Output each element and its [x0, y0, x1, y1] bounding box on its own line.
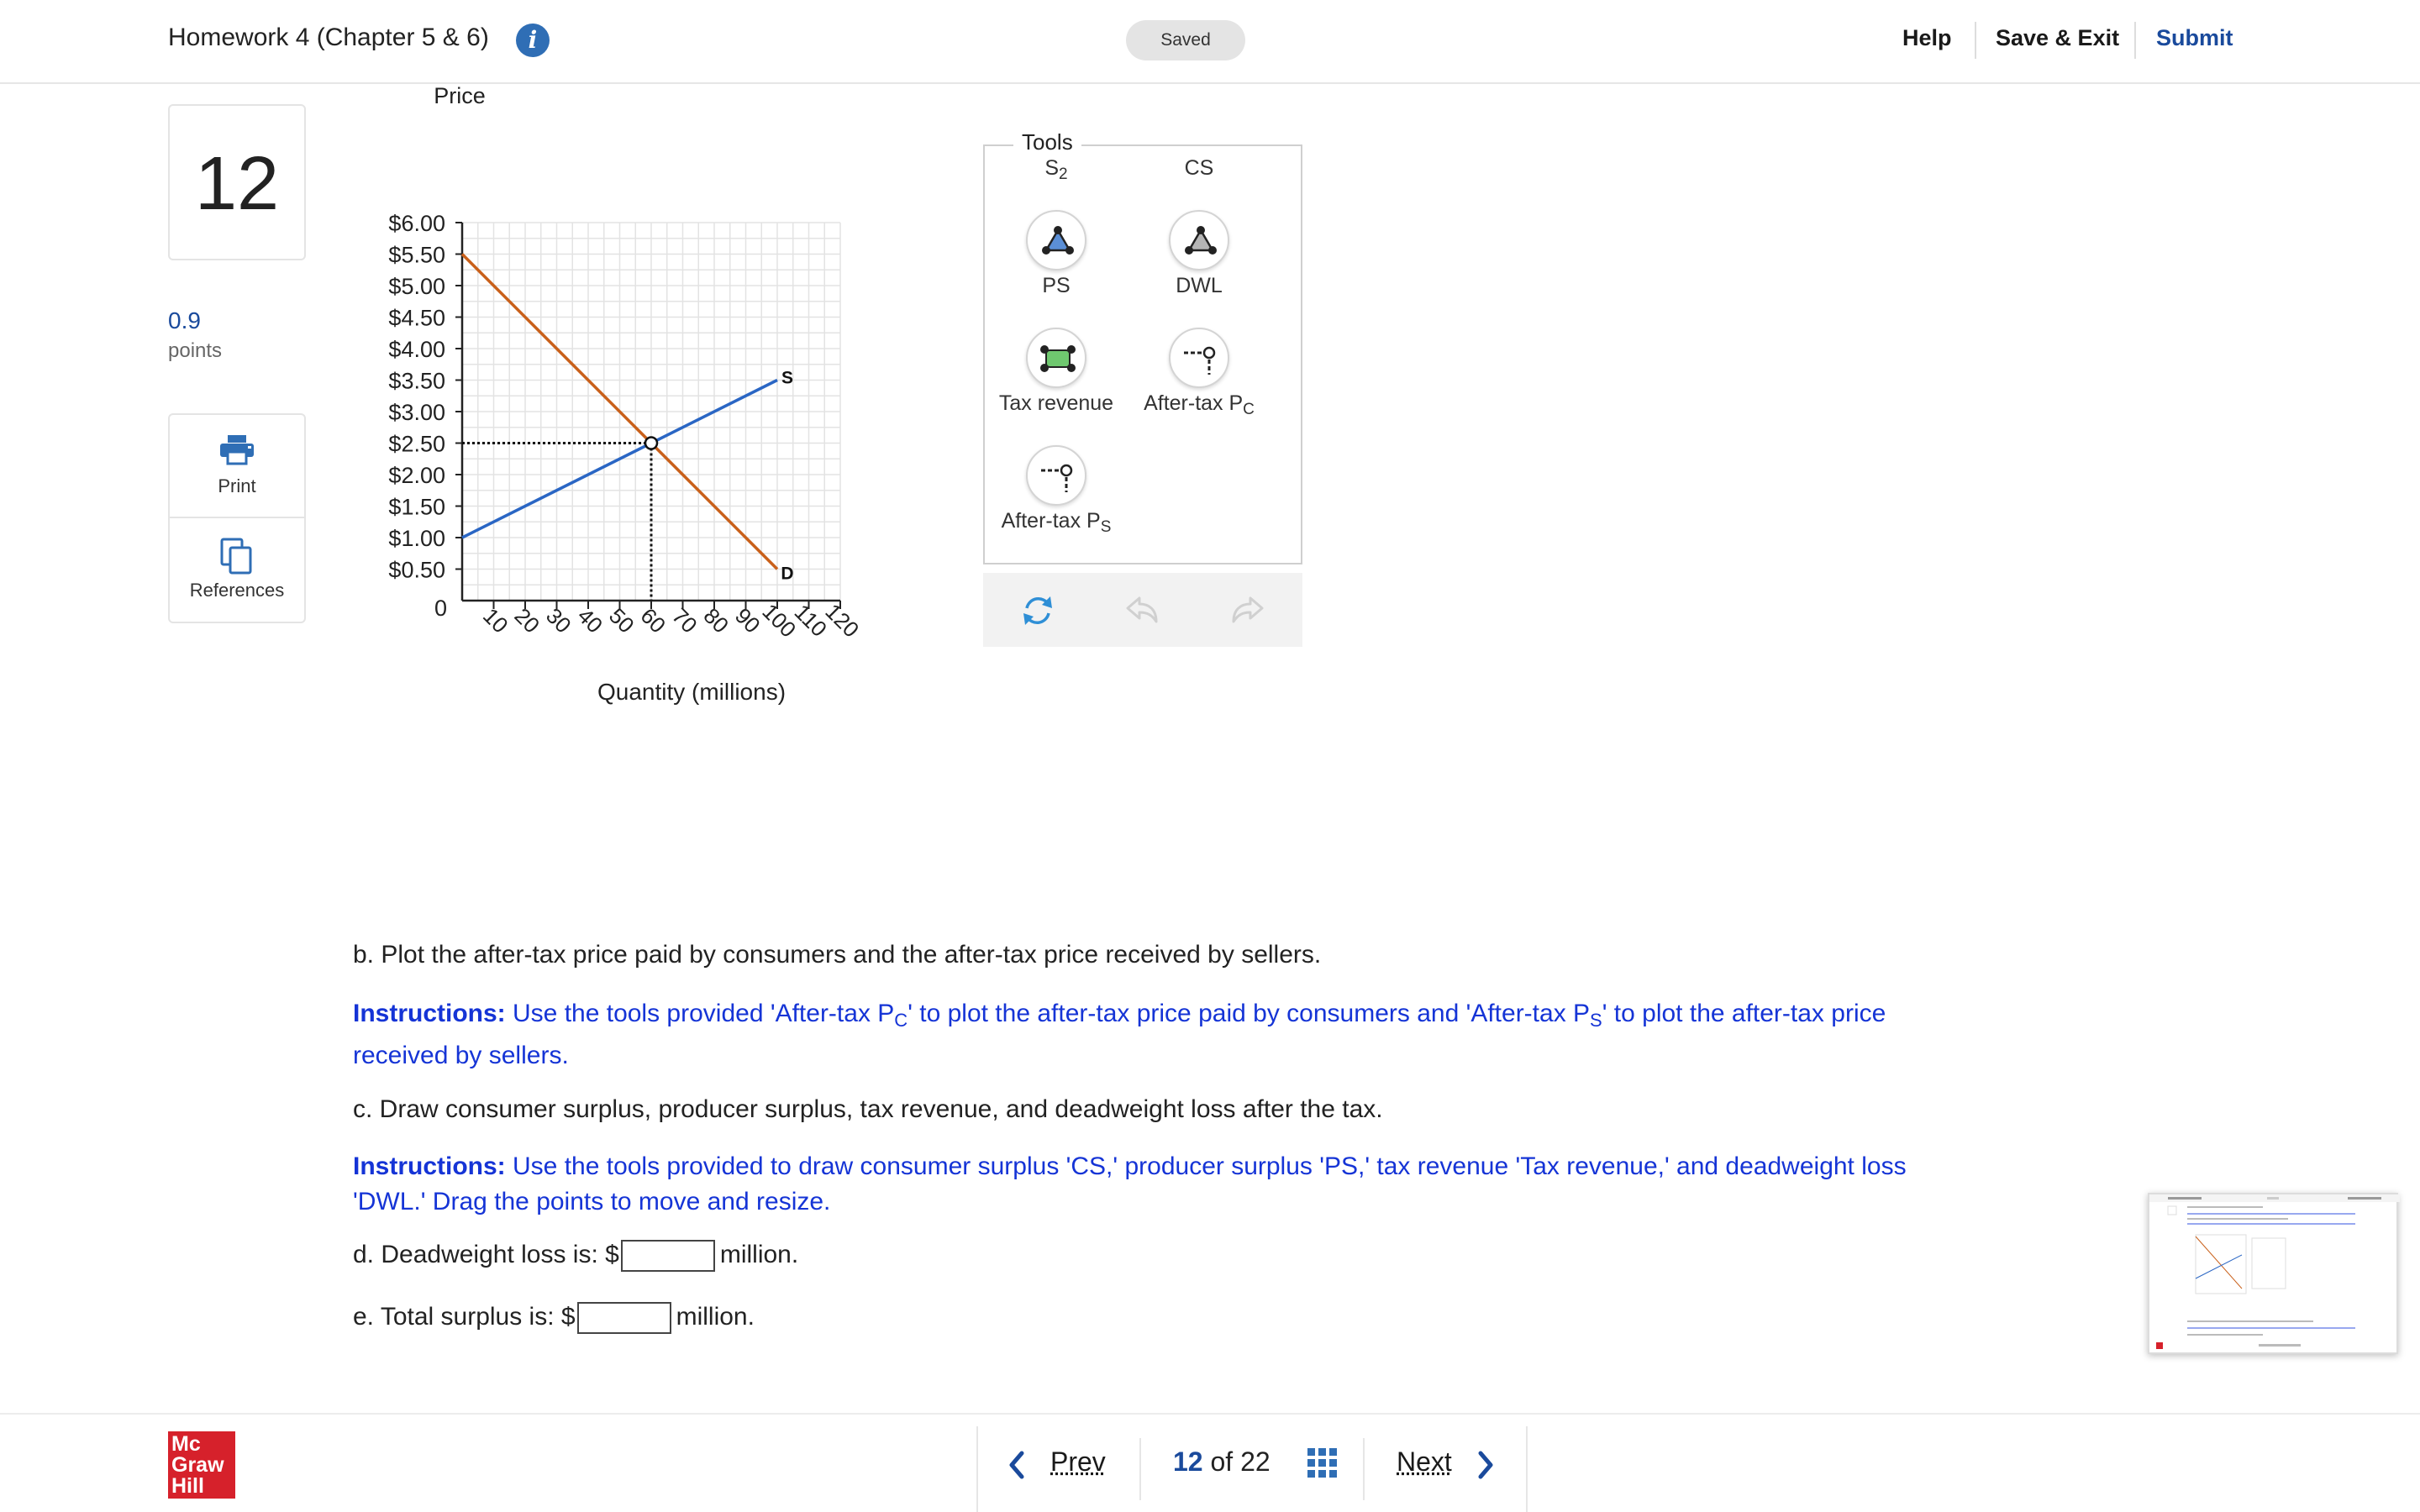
prev-link[interactable]: Prev [1050, 1446, 1106, 1477]
supply-demand-graph[interactable] [353, 76, 958, 714]
submit-link[interactable]: Submit [2156, 25, 2233, 50]
y-tick-label: $1.00 [388, 526, 445, 551]
references-label: References [189, 580, 285, 601]
tool-s2-label: $S_2$ [1044, 156, 1068, 183]
grid-menu-icon[interactable] [1307, 1448, 1338, 1478]
part-e-line: e. Total surplus is: $ million. [353, 1302, 755, 1334]
series-label-d: D [781, 564, 794, 584]
part-b-instructions: Instructions: Use the tools provided 'After-tax $P_C'$ to plot the after-tax price paid by consumers and 'After-tax $P_S'$ to plot the after-tax price received by sellers. [353, 1000, 1886, 1069]
origin-label: 0 [434, 596, 447, 621]
chevron-left-icon[interactable] [1007, 1450, 1027, 1480]
save-exit-link[interactable]: Save & Exit [1996, 25, 2120, 50]
print-label: Print [218, 475, 256, 496]
reset-icon[interactable] [1017, 590, 1059, 632]
y-axis-title: Price [434, 83, 486, 108]
saved-status-badge: Saved [1126, 20, 1245, 60]
references-icon [218, 538, 255, 575]
x-tick-label: 50 [604, 602, 639, 638]
question-number: 12 [168, 104, 306, 260]
assignment-title: Homework 4 (Chapter 5 & 6) [168, 24, 489, 51]
references-button[interactable] [170, 519, 304, 622]
y-tick-label: $3.00 [388, 400, 445, 425]
points-value: 0.9 [168, 307, 201, 333]
x-axis-title: Quantity (millions) [597, 679, 786, 705]
y-tick-label: $3.50 [388, 368, 445, 394]
tool-tax-revenue-label: Tax revenue [998, 391, 1114, 415]
tool-ps-button[interactable] [1026, 210, 1086, 270]
x-tick-label: 120 [820, 598, 865, 643]
rectangle-tool-icon [1028, 329, 1088, 390]
y-tick-label: $4.50 [388, 305, 445, 331]
points-label: points [168, 339, 223, 362]
x-tick-label: 40 [572, 602, 608, 638]
page-thumbnail-preview [2149, 1194, 2400, 1356]
pagination-divider [1139, 1438, 1141, 1500]
tool-cs-label: CS [1184, 156, 1214, 180]
redo-icon[interactable] [1227, 591, 1269, 630]
tool-tax-revenue-button[interactable] [1026, 328, 1086, 388]
y-tick-label: $5.50 [388, 242, 445, 268]
help-link[interactable]: Help [1902, 25, 1952, 50]
tool-ps-label: PS [1042, 274, 1071, 297]
undo-icon[interactable] [1121, 591, 1163, 630]
tool-after-tax-pc-label: After-tax $P_C$ [1144, 391, 1255, 418]
tools-footer [983, 573, 1302, 647]
tools-title: Tools [1013, 129, 1081, 155]
x-tick-label: 90 [730, 602, 765, 638]
y-tick-label: $5.00 [388, 274, 445, 299]
tool-dwl-button[interactable] [1169, 210, 1229, 270]
total-surplus-input[interactable] [577, 1302, 671, 1334]
chevron-right-icon[interactable] [1476, 1450, 1496, 1480]
series-label-s: S [781, 368, 794, 388]
x-tick-label: 100 [757, 598, 802, 643]
top-header [0, 0, 2420, 84]
deadweight-loss-input[interactable] [621, 1240, 715, 1272]
mcgraw-hill-logo: Mc Graw Hill [168, 1431, 235, 1499]
next-link[interactable]: Next [1397, 1446, 1452, 1477]
page-indicator[interactable]: 12 of 22 [1173, 1446, 1270, 1477]
x-tick-label: 60 [635, 602, 671, 638]
side-tools [168, 413, 306, 623]
price-line-tool-icon [1171, 329, 1231, 390]
triangle-tool-icon [1028, 212, 1088, 272]
y-tick-label: $6.00 [388, 211, 445, 236]
print-button[interactable] [170, 415, 304, 518]
price-line-tool-icon [1028, 447, 1088, 507]
header-divider [1975, 22, 1976, 59]
part-b-text: b. Plot the after-tax price paid by consumers and the after-tax price received by sellers. [353, 941, 1322, 969]
x-tick-label: 10 [478, 602, 513, 638]
y-tick-label: $4.00 [388, 337, 445, 362]
page-thumbnail[interactable] [2148, 1193, 2398, 1354]
pagination-divider [1363, 1438, 1365, 1500]
equilibrium-point [645, 438, 657, 449]
x-tick-label: 30 [541, 602, 576, 638]
tool-dwl-label: DWL [1176, 274, 1223, 297]
header-divider [2134, 22, 2136, 59]
y-tick-label: $2.50 [388, 431, 445, 457]
x-tick-label: 110 [789, 599, 833, 642]
triangle-tool-icon [1171, 212, 1231, 272]
part-d-line: d. Deadweight loss is: $ million. [353, 1240, 798, 1272]
footer-divider [0, 1413, 2420, 1415]
part-c-text: c. Draw consumer surplus, producer surplus, tax revenue, and deadweight loss after the tax. [353, 1095, 1383, 1123]
y-tick-label: $0.50 [388, 557, 445, 583]
part-c-instructions: Instructions: Use the tools provided to draw consumer surplus 'CS,' producer surplus 'PS,' tax revenue 'Tax revenue,' and deadweight loss 'DWL.' Drag the points to move and resize. [353, 1152, 1907, 1215]
x-tick-label: 70 [667, 602, 702, 638]
y-tick-label: $2.00 [388, 463, 445, 488]
printer-icon [218, 433, 255, 467]
x-tick-label: 80 [698, 602, 734, 638]
info-icon[interactable]: i [516, 24, 550, 57]
tool-after-tax-ps-button[interactable] [1026, 445, 1086, 506]
tool-after-tax-pc-button[interactable] [1169, 328, 1229, 388]
tool-after-tax-ps-label: After-tax $P_S$ [1001, 509, 1112, 536]
x-tick-label: 20 [509, 602, 545, 638]
y-tick-label: $1.50 [388, 494, 445, 520]
